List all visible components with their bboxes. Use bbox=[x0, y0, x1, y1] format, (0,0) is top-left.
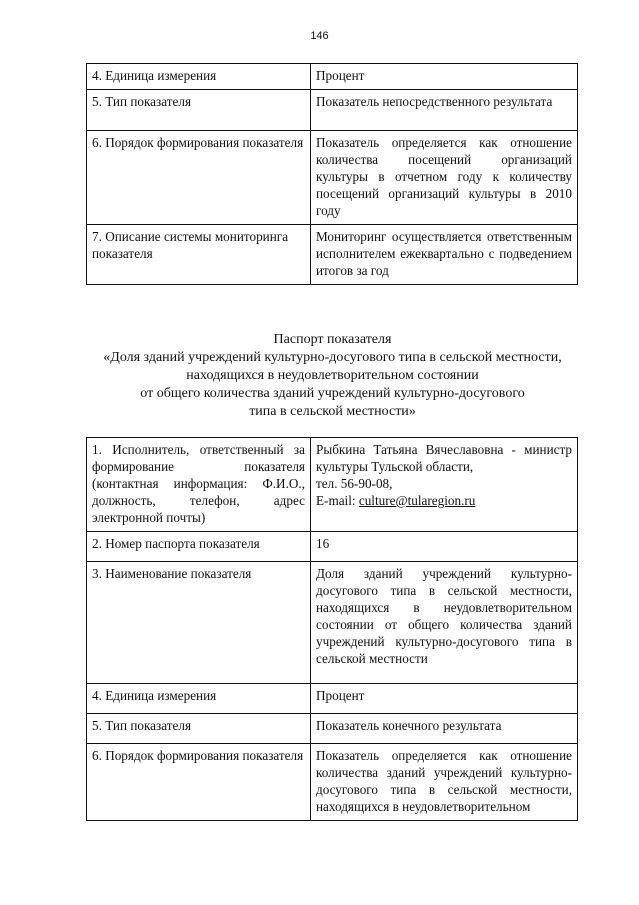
email-prefix: E-mail: bbox=[316, 493, 359, 508]
indicator-passport-table bbox=[86, 437, 578, 821]
row-label: 5. Тип показателя bbox=[87, 714, 311, 744]
row-value: Показатель определяется как отношение количества зданий учреждений культурно-досугового типа в сельской местности, находящихся в неудовлетворительном bbox=[311, 744, 578, 821]
table-row bbox=[87, 438, 578, 532]
indicator-table-continued bbox=[86, 63, 578, 285]
heading-indicator-line: от общего количества зданий учреждений культурно-досугового bbox=[140, 386, 525, 401]
row-value: Доля зданий учреждений культурно-досугового типа в сельской местности, находящихся в неудовлетворительном состоянии от общего количества зданий учреждений культурно-досугового типа в сельской местности bbox=[311, 562, 578, 684]
table-row bbox=[87, 714, 578, 744]
row-value: Процент bbox=[311, 64, 578, 90]
row-value: Показатель конечного результата bbox=[311, 714, 578, 744]
email-link[interactable]: culture@tularegion.ru bbox=[358, 493, 476, 508]
table-row bbox=[87, 131, 578, 225]
table-row bbox=[87, 684, 578, 714]
row-value: Показатель непосредственного результата bbox=[311, 90, 578, 131]
row-label: 3. Наименование показателя bbox=[87, 562, 311, 684]
heading-indicator-line: находящихся в неудовлетворительном состоянии bbox=[186, 368, 479, 383]
row-label: 6. Порядок формирования показателя bbox=[87, 744, 311, 821]
table-row bbox=[87, 744, 578, 821]
row-label: 1. Исполнитель, ответственный за формирование показателя (контактная информация: Ф.И.О., должность, телефон, адрес электронной почты) bbox=[87, 438, 311, 532]
table-row bbox=[87, 562, 578, 684]
row-value: Показатель определяется как отношение количества посещений организаций культуры в отчетном году к количеству посещений организаций культуры в 2010 году bbox=[311, 131, 578, 225]
heading-indicator-line: «Доля зданий учреждений культурно-досугового типа в сельской местности, bbox=[103, 350, 562, 365]
row-label: 6. Порядок формирования показателя bbox=[87, 131, 311, 225]
executor-name: Рыбкина Татьяна Вячеславовна - министр культуры Тульской области, bbox=[316, 442, 572, 474]
row-label: 7. Описание системы мониторинга показателя bbox=[87, 225, 311, 285]
row-value bbox=[311, 438, 578, 532]
passport-heading bbox=[60, 331, 605, 421]
table-row bbox=[87, 90, 578, 131]
row-label: 4. Единица измерения bbox=[87, 64, 311, 90]
row-label: 5. Тип показателя bbox=[87, 90, 311, 131]
row-value: 16 bbox=[311, 532, 578, 562]
row-value: Процент bbox=[311, 684, 578, 714]
table-row bbox=[87, 532, 578, 562]
heading-indicator-line: типа в сельской местности» bbox=[249, 404, 416, 419]
table-row bbox=[87, 225, 578, 285]
page-number: 146 bbox=[310, 30, 329, 42]
executor-phone: тел. 56-90-08, bbox=[316, 476, 393, 491]
row-label: 2. Номер паспорта показателя bbox=[87, 532, 311, 562]
heading-title: Паспорт показателя bbox=[273, 332, 392, 347]
executor-email bbox=[316, 492, 572, 509]
table-row bbox=[87, 64, 578, 90]
row-label: 4. Единица измерения bbox=[87, 684, 311, 714]
row-value: Мониторинг осуществляется ответственным исполнителем ежеквартально с подведением итогов за год bbox=[311, 225, 578, 285]
